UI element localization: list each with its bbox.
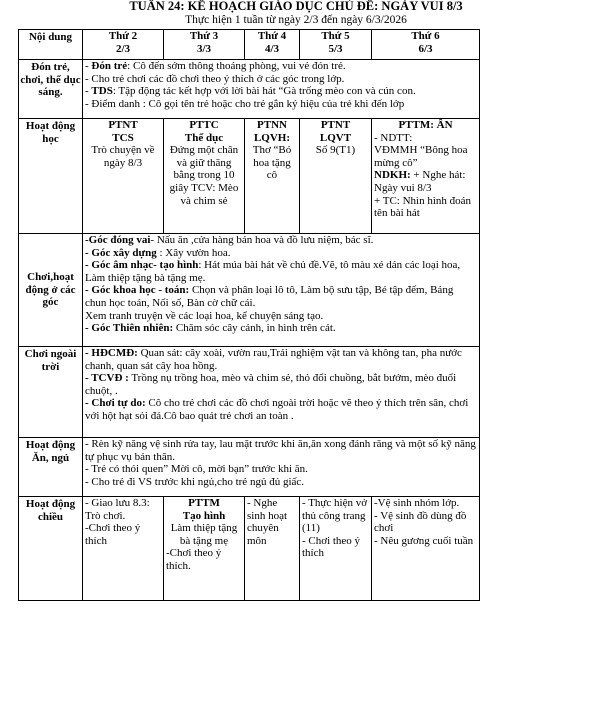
header-tue: Thứ 3 3/3 xyxy=(164,30,245,60)
list-item: - TDS: Tập động tác kết hợp với lời bài hát “Gà trống mèo con và cún con. xyxy=(85,85,416,98)
page-subtitle: Thực hiện 1 tuần từ ngày 2/3 đến ngày 6/3/2026 xyxy=(185,14,407,26)
row-corners xyxy=(19,234,480,347)
header-row xyxy=(19,30,480,60)
afternoon-mon: - Giao lưu 8.3: Trò chơi. -Chơi theo ý thích xyxy=(83,497,164,601)
afternoon-fri: -Vệ sinh nhóm lớp. - Vệ sinh đồ dùng đồ chơi - Nêu gương cuối tuần xyxy=(372,497,480,601)
row-outdoor xyxy=(19,347,480,438)
row-label: Hoạt động Ăn, ngủ xyxy=(19,438,83,497)
afternoon-thu: - Thực hiện vở thủ công trang (11) - Chơi theo ý thích xyxy=(300,497,372,601)
page-title: TUẦN 24: KẾ HOẠCH GIÁO DỤC CHỦ ĐỀ: NGÀY VUI 8/3 xyxy=(129,0,463,13)
row-welcome xyxy=(19,60,480,119)
list-item: - Góc Thiên nhiên: Chăm sóc cây cảnh, in hình trên cát. xyxy=(85,322,336,335)
list-item: - Rèn kỹ năng vệ sinh rửa tay, lau mặt trước khi ăn,ăn xong đánh răng và một số kỹ năng tự phục vụ bản thân. xyxy=(85,438,476,463)
header-thu: Thứ 5 5/3 xyxy=(300,30,372,60)
learning-wed: PTNN LQVH: Thơ “Bó hoa tặng cô xyxy=(245,119,300,234)
list-item: Xem tranh truyện về các loại hoa, kể chuyện sáng tạo. xyxy=(85,309,324,322)
list-item: - Điểm danh : Cô gọi tên trẻ hoặc cho trẻ gắn ký hiệu của trẻ khi đến lớp xyxy=(85,97,405,110)
eating-content xyxy=(83,438,480,497)
afternoon-wed: - Nghe sinh hoạt chuyên môn xyxy=(245,497,300,601)
row-label: Hoạt động học xyxy=(19,119,83,234)
row-learning xyxy=(19,119,480,234)
learning-tue: PTTC Thể dục Đứng một chân và giữ thăng bằng trong 10 giây TCV: Mèo và chim sẻ xyxy=(164,119,245,234)
list-item: - Góc âm nhạc- tạo hình: Hát múa bài hát về chủ đề.Vẽ, tô màu xé dán các loại hoa, Làm thiệp tặng bà tặng mẹ. xyxy=(85,259,461,284)
outdoor-content xyxy=(83,347,480,438)
weekly-plan-table xyxy=(18,29,480,601)
list-item: -Góc đóng vai- Nấu ăn ,cửa hàng bán hoa và đồ lưu niệm, bác sĩ. xyxy=(85,234,374,246)
afternoon-tue: PTTM Tạo hình Làm thiệp tặng bà tặng mẹ -Chơi theo ý thích. xyxy=(164,497,245,601)
row-eating xyxy=(19,438,480,497)
list-item: - Đón trẻ: Cô đến sớm thông thoáng phòng, vui vẻ đón trẻ. xyxy=(85,60,346,72)
list-item: - Cho trẻ chơi các đồ chơi theo ý thích ở các góc trong lớp. xyxy=(85,72,345,85)
row-label: Chơi,hoạt động ở các góc xyxy=(19,234,83,347)
learning-fri: PTTM: ÂN - NDTT: VĐMMH “Bông hoa mừng cô” NDKH: + Nghe hát: Ngày vui 8/3 + TC: Nhìn hình đoán tên bài hát xyxy=(372,119,480,234)
list-item: - Trẻ có thói quen” Mời cô, mời bạn” trước khi ăn. xyxy=(85,463,308,476)
row-label: Đón trẻ, chơi, thể dục sáng. xyxy=(19,60,83,119)
list-item: - Cho trẻ đi VS trước khi ngủ,cho trẻ ngủ đủ giấc. xyxy=(85,475,305,488)
header-wed: Thứ 4 4/3 xyxy=(245,30,300,60)
learning-mon: PTNT TCS Trò chuyện về ngày 8/3 xyxy=(83,119,164,234)
list-item: - Góc xây dựng : Xây vườn hoa. xyxy=(85,246,231,259)
list-item: - TCVĐ : Trồng nụ trồng hoa, mèo và chim sẻ, thỏ đổi chuồng, bắt bướm, mèo đuổi chuột, . xyxy=(85,372,457,397)
header-fri: Thứ 6 6/3 xyxy=(372,30,480,60)
list-item: - Góc khoa học - toán: Chọn và phân loại lô tô, Làm bộ sưu tập, Bé tập đếm, Bảng chun học toán, Nối số, Bàn cờ chữ cái. xyxy=(85,284,454,309)
list-item: - Chơi tự do: Cô cho trẻ chơi các đồ chơi ngoài trời hoặc vẽ theo ý thích trên sân, chơi với hột hạt sỏi đá.Cô bao quát trẻ chơi an toàn . xyxy=(85,397,469,422)
row-label: Chơi ngoài trời xyxy=(19,347,83,438)
learning-thu: PTNT LQVT Số 9(T1) xyxy=(300,119,372,234)
row-label: Hoạt động chiều xyxy=(19,497,83,601)
header-mon: Thứ 2 2/3 xyxy=(83,30,164,60)
header-content: Nội dung xyxy=(19,30,83,60)
corners-content xyxy=(83,234,480,347)
welcome-content xyxy=(83,60,480,119)
row-afternoon xyxy=(19,497,480,601)
list-item: - HĐCMĐ: Quan sát: cây xoài, vườn rau,Trải nghiệm vật tan và không tan, pha nước chanh, quan sát cây hoa hồng. xyxy=(85,347,462,372)
